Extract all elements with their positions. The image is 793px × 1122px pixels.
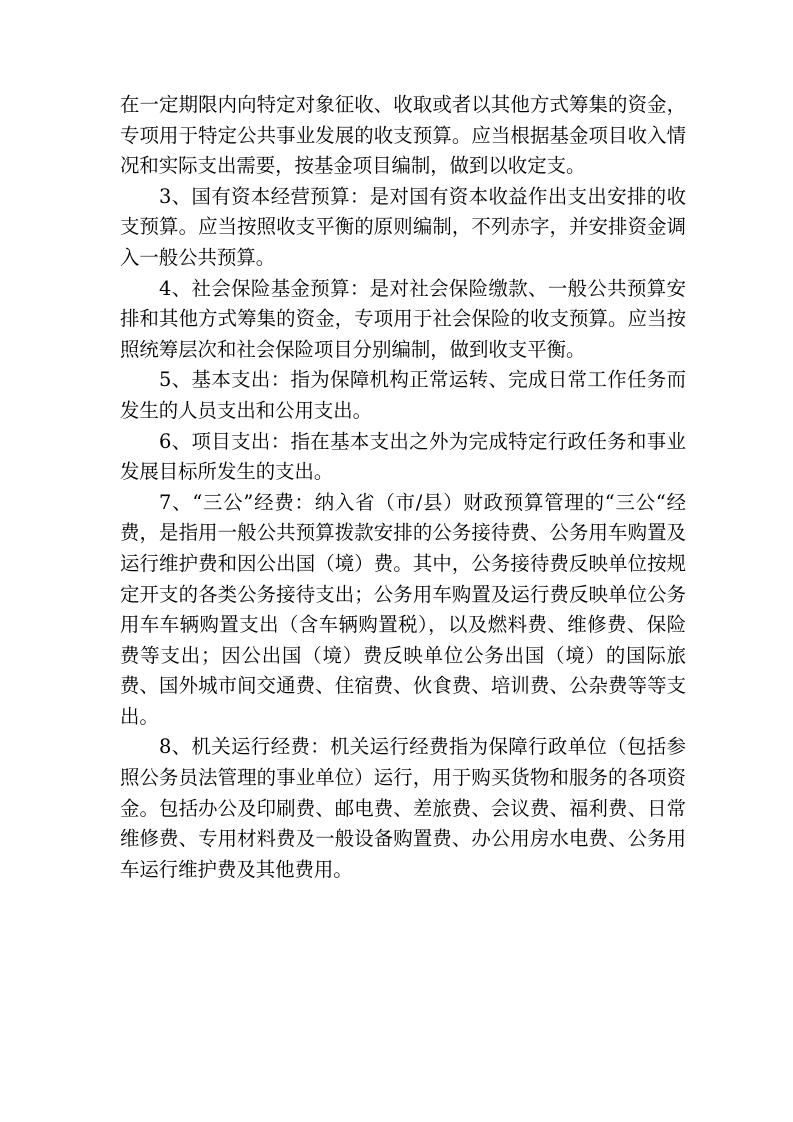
paragraph-fund-budget-continued: 在一定期限内向特定对象征收、收取或者以其他方式筹集的资金，专项用于特定公共事业发展的收支预算。应当根据基金项目收入情况和实际支出需要，按基金项目编制，做到以收定支。 (120, 93, 686, 178)
paragraph-project-expenditure: 6、项目支出：指在基本支出之外为完成特定行政任务和事业发展目标所发生的支出。 (120, 429, 686, 484)
paragraph-basic-expenditure: 5、基本支出：指为保障机构正常运转、完成日常工作任务而发生的人员支出和公用支出。 (120, 368, 686, 422)
paragraph-three-public-expenses: 7、“三公”经费：纳入省（市/县）财政预算管理的“三公“经费，是指用一般公共预算拨款安排的公务接待费、公务用车购置及运行维护费和因公出国（境）费。其中，公务接待费反映单位按规定开支的各类公务接待支出；公务用车购置及运行费反映单位公务用车车辆购置支出（含车辆购置税），以及燃料费、维修费、保险费等支出；因公出国（境）费反映单位公务出国（境）的国际旅费、国外城市间交通费、住宿费、伙食费、培训费、公杂费等等支出。 (120, 490, 686, 728)
paragraph-social-insurance-budget: 4、社会保险基金预算：是对社会保险缴款、一般公共预算安排和其他方式筹集的资金，专项用于社会保险的收支预算。应当按照统筹层次和社会保险项目分别编制，做到收支平衡。 (120, 276, 686, 361)
document-page (120, 90, 686, 885)
paragraph-state-capital-budget: 3、国有资本经营预算：是对国有资本收益作出支出安排的收支预算。应当按照收支平衡的原则编制，不列赤字，并安排资金调入一般公共预算。 (120, 184, 686, 269)
paragraph-operating-expenses: 8、机关运行经费：机关运行经费指为保障行政单位（包括参照公务员法管理的事业单位）运行，用于购买货物和服务的各项资金。包括办公及印刷费、邮电费、差旅费、会议费、福利费、日常维修费、专用材料费及一般设备购置费、办公用房水电费、公务用车运行维护费及其他费用。 (120, 735, 686, 881)
